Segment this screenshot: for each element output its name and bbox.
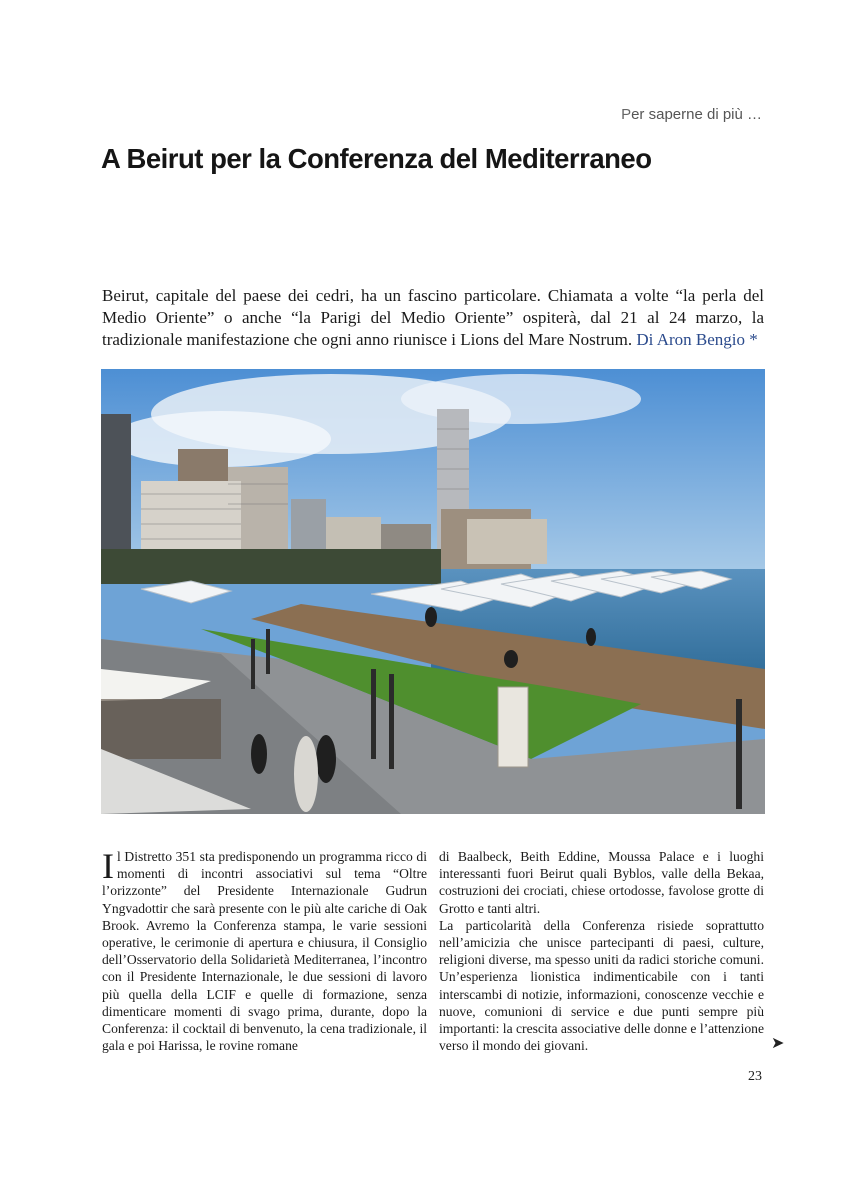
body-text-left: l Distretto 351 sta predisponendo un programma ricco di momenti di incontri associativi sul tema “Oltre l’orizzonte” del Presidente Internazionale Gudrun Yngvadottir che sarà presente con le più alte cariche di Oak Brook. Avremo la Conferenza stampa, le varie sessioni operative, le cerimonie di apertura e chiusura, il Consiglio dell’Osservatorio della Solidarietà Mediterranea, l’incontro con il Presidente Internazionale, le due sessioni di lavoro più quella della LCIF e quelle di formazione, senza dimenticare momenti di svago prima, durante, dopo la Conferenza: il cocktail di benvenuto, la cena tradizionale, il gala e poi Harissa, le rovine romane [102, 849, 427, 1054]
marina-photo [101, 369, 765, 814]
body-column-right [439, 848, 764, 1054]
author-byline: Di Aron Bengio * [636, 330, 758, 349]
body-column-left [102, 848, 427, 1054]
page-number: 23 [748, 1069, 762, 1084]
intro-text: Beirut, capitale del paese dei cedri, ha un fascino particolare. Chiamata a volte “la perla del Medio Oriente” o anche “la Parigi del Medio Oriente” ospiterà, dal 21 al 24 marzo, la tradizionale manifestazione che ogni anno riunisce i Lions del Mare Nostrum. [102, 286, 764, 349]
body-paragraph: di Baalbeck, Beith Eddine, Moussa Palace e i luoghi interessanti fuori Beirut quali Byblos, valle della Bekaa, costruzioni dei crociati, chiese ortodosse, favolose grotte di Grotto e tanti altri. [439, 849, 764, 916]
continue-arrow-icon: ➤ [771, 1033, 785, 1052]
body-paragraph: La particolarità della Conferenza risiede soprattutto nell’amicizia che unisce partecipanti di paesi, culture, religioni diverse, ma spesso uniti da radici storiche comuni. Un’esperienza lionistica indimenticabile con i tanti interscambi di notizie, informazioni, conoscenze vecchie e nuove, comunioni di service e due punti sempre più importanti: la crescita associative delle donne e l’attenzione verso il mondo dei giovani. [439, 917, 764, 1054]
article-title: A Beirut per la Conferenza del Mediterraneo [101, 143, 652, 174]
section-label [621, 106, 762, 123]
section-label-initial: P [621, 106, 632, 123]
drop-cap: I [102, 846, 114, 886]
section-label-text: er saperne di più … [631, 106, 762, 123]
article-intro [102, 285, 764, 351]
